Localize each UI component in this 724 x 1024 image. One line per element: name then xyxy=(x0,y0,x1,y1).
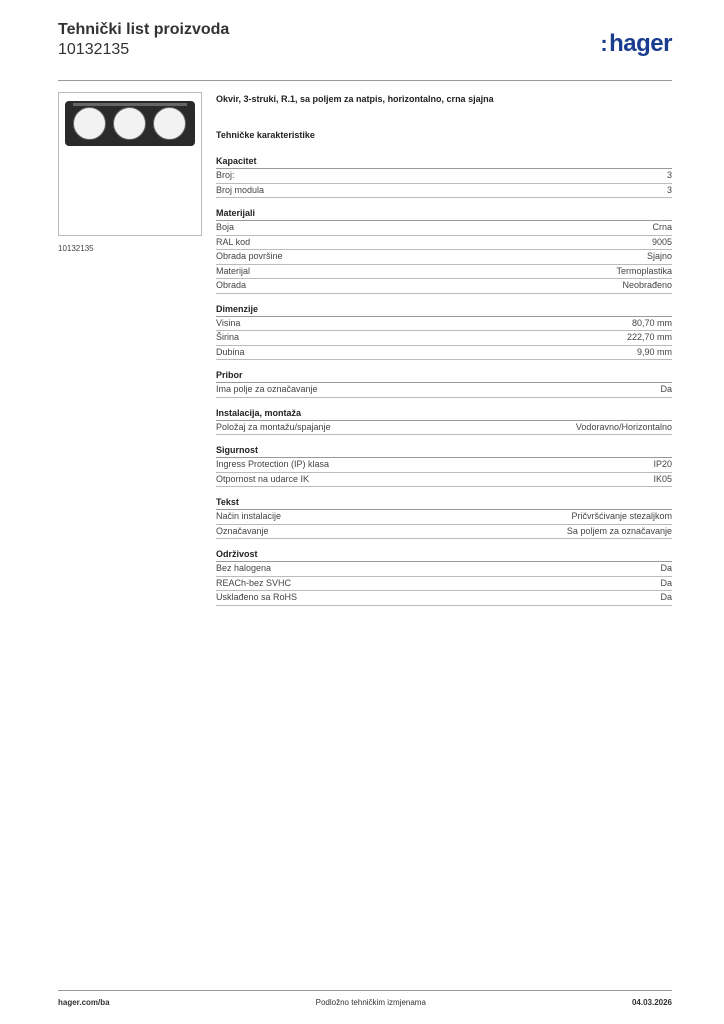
footer-site-link[interactable]: hager.com/ba xyxy=(58,998,110,1007)
logo-text: hager xyxy=(609,30,672,57)
spec-group xyxy=(216,370,672,398)
spec-label: REACh-bez SVHC xyxy=(216,577,292,588)
spec-value: IP20 xyxy=(653,459,672,469)
spec-label: Boja xyxy=(216,222,235,232)
spec-value: Pričvršćivanje stezaljkom xyxy=(571,511,672,521)
spec-value: Da xyxy=(660,577,672,588)
logo-dots: : xyxy=(600,31,608,56)
spec-group-title: Pribor xyxy=(216,370,672,383)
spec-row xyxy=(216,383,672,398)
spec-value: 222,70 mm xyxy=(626,332,672,342)
spec-label: Otpornost na udarce IK xyxy=(216,473,310,484)
spec-label: Broj modula xyxy=(216,184,265,195)
spec-value: 80,70 mm xyxy=(631,317,672,328)
spec-value: 3 xyxy=(666,170,672,180)
spec-group-title: Dimenzije xyxy=(216,304,672,317)
spec-value: Sjajno xyxy=(646,251,672,261)
spec-label: Bez halogena xyxy=(216,563,272,573)
spec-label: Visina xyxy=(216,317,241,328)
footer-divider xyxy=(58,990,672,991)
spec-group-title: Tekst xyxy=(216,497,672,510)
spec-row xyxy=(216,577,672,592)
spec-row xyxy=(216,221,672,236)
spec-value: Neobrađeno xyxy=(622,280,672,290)
spec-label: Obrada xyxy=(216,280,247,290)
footer-date: 04.03.2026 xyxy=(631,998,672,1007)
product-description: Okvir, 3-struki, R.1, sa poljem za natpis, horizontalno, crna sjajna xyxy=(216,94,494,104)
spec-value: Da xyxy=(660,384,672,394)
label-slot xyxy=(73,103,187,106)
spec-row xyxy=(216,473,672,488)
spec-row xyxy=(216,250,672,265)
spec-label: Širina xyxy=(216,332,240,342)
spec-value: Vodoravno/Horizontalno xyxy=(575,421,672,432)
footer xyxy=(58,998,672,1007)
spec-group-title: Kapacitet xyxy=(216,156,672,169)
product-code: 10132135 xyxy=(58,41,130,58)
spec-row xyxy=(216,331,672,346)
spec-group xyxy=(216,408,672,436)
spec-label: Ingress Protection (IP) klasa xyxy=(216,459,330,469)
spec-row xyxy=(216,591,672,606)
spec-group-title: Materijali xyxy=(216,208,672,221)
spec-row xyxy=(216,510,672,525)
spec-value: 9005 xyxy=(651,236,672,247)
spec-label: Označavanje xyxy=(216,525,269,536)
header-divider xyxy=(58,80,672,81)
spec-label: Broj: xyxy=(216,170,235,180)
frame-illustration xyxy=(65,101,195,146)
spec-label: Usklađeno sa RoHS xyxy=(216,592,298,602)
spec-value: Da xyxy=(660,563,672,573)
spec-row xyxy=(216,458,672,473)
document-header xyxy=(58,20,229,60)
spec-value: Sa poljem za označavanje xyxy=(566,525,672,536)
product-image xyxy=(58,92,202,236)
spec-group-title: Održivost xyxy=(216,549,672,562)
spec-value: Termoplastika xyxy=(616,265,672,276)
socket-opening xyxy=(153,107,186,140)
spec-group-title: Instalacija, montaža xyxy=(216,408,672,421)
page-title: Tehnički list proizvoda xyxy=(58,21,230,38)
spec-row xyxy=(216,346,672,361)
spec-label: RAL kod xyxy=(216,236,251,247)
spec-label: Položaj za montažu/spajanje xyxy=(216,421,331,432)
spec-row xyxy=(216,184,672,199)
section-title: Tehničke karakteristike xyxy=(216,130,315,140)
spec-group xyxy=(216,304,672,361)
spec-label: Dubina xyxy=(216,346,245,357)
spec-group xyxy=(216,208,672,294)
spec-row xyxy=(216,169,672,184)
hager-logo[interactable] xyxy=(600,30,672,58)
spec-group xyxy=(216,445,672,487)
spec-value: 3 xyxy=(666,184,672,195)
spec-value: IK05 xyxy=(653,473,672,484)
spec-row xyxy=(216,317,672,332)
spec-group xyxy=(216,156,672,198)
footer-note: Podložno tehničkim izmjenama xyxy=(315,998,426,1007)
spec-row xyxy=(216,279,672,294)
spec-label: Ima polje za označavanje xyxy=(216,384,318,394)
spec-group xyxy=(216,549,672,606)
image-caption: 10132135 xyxy=(58,244,94,253)
socket-opening xyxy=(113,107,146,140)
spec-row xyxy=(216,236,672,251)
spec-row xyxy=(216,265,672,280)
spec-groups xyxy=(216,156,672,606)
spec-value: Da xyxy=(660,592,672,602)
spec-group xyxy=(216,497,672,539)
spec-content xyxy=(216,94,672,616)
spec-row xyxy=(216,421,672,436)
socket-opening xyxy=(73,107,106,140)
spec-group-title: Sigurnost xyxy=(216,445,672,458)
spec-value: 9,90 mm xyxy=(636,346,672,357)
spec-row xyxy=(216,525,672,540)
spec-value: Crna xyxy=(652,222,672,232)
spec-label: Materijal xyxy=(216,265,251,276)
spec-row xyxy=(216,562,672,577)
spec-label: Način instalacije xyxy=(216,511,282,521)
spec-label: Obrada površine xyxy=(216,251,283,261)
